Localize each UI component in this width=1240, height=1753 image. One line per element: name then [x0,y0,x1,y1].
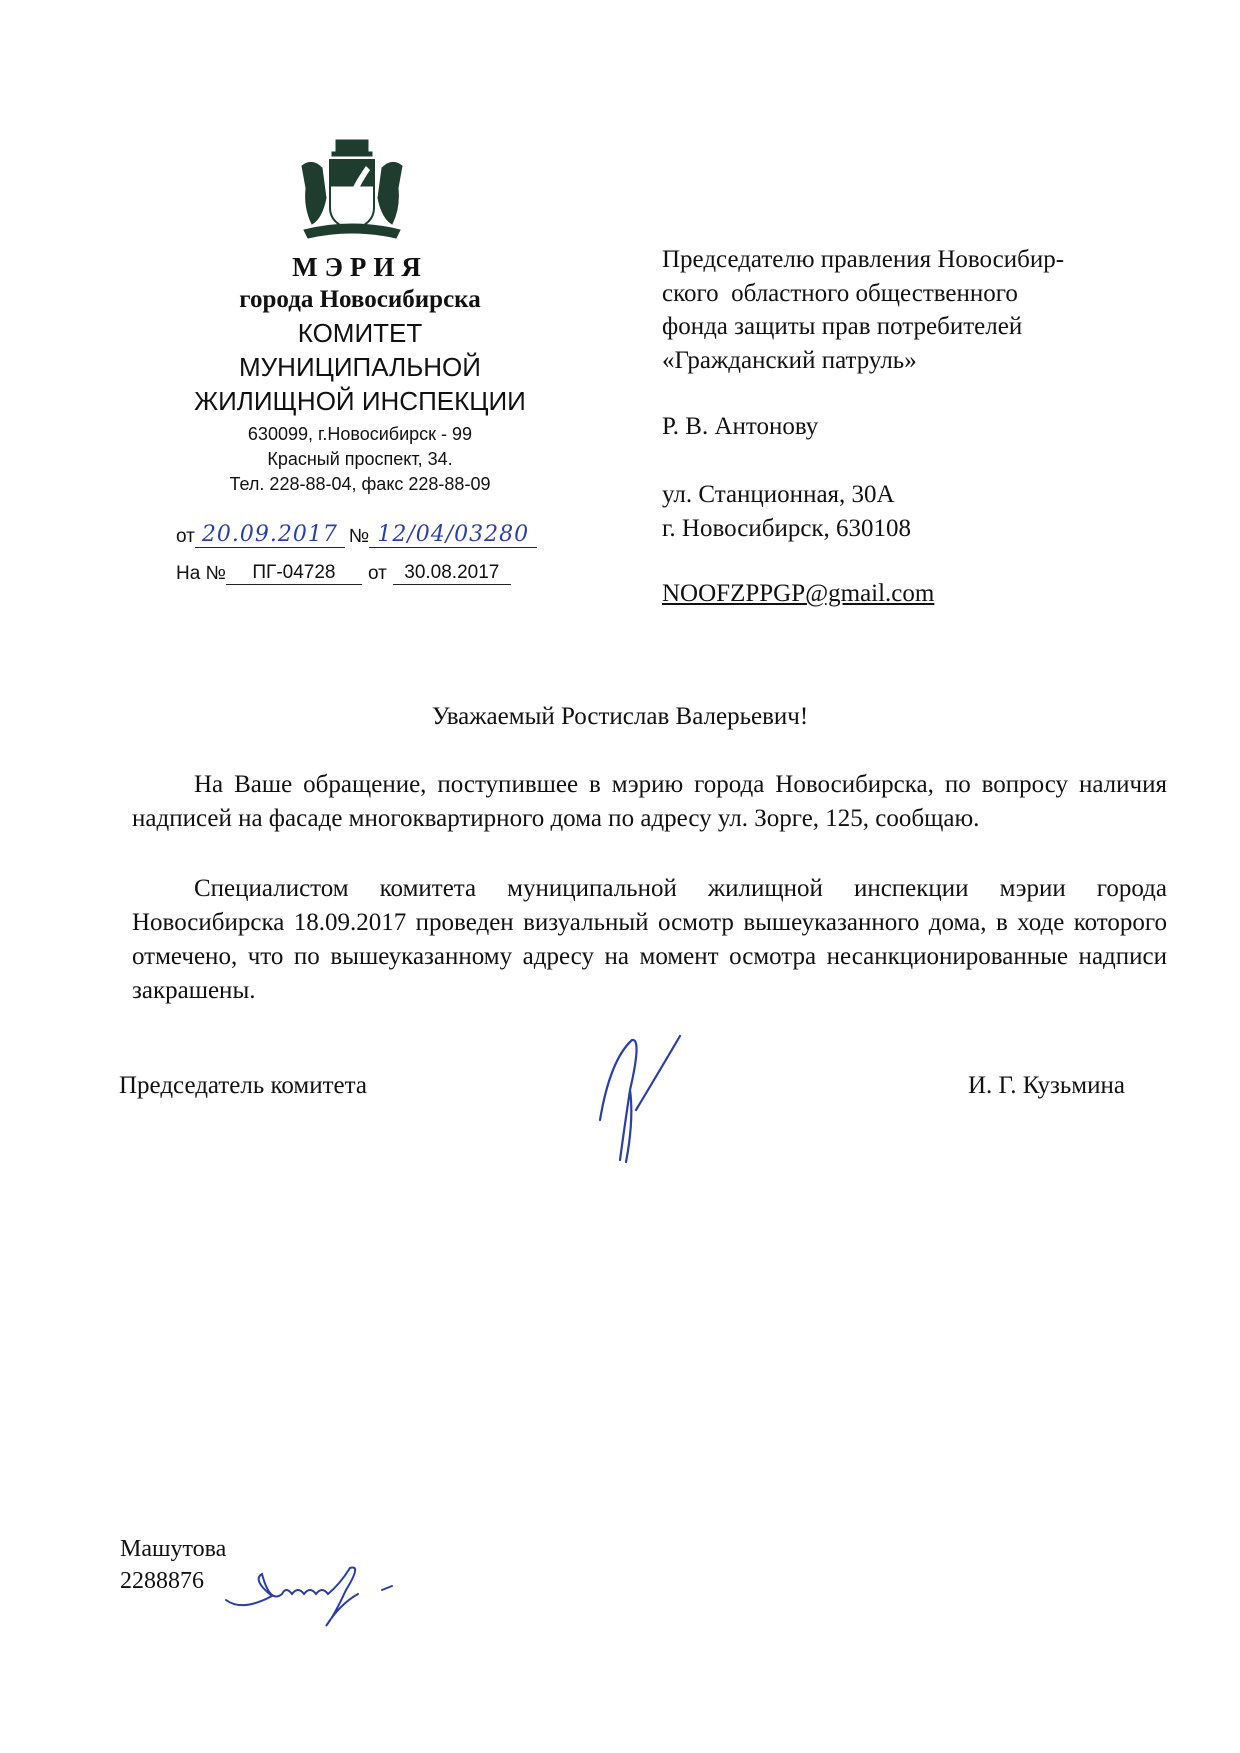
org-address-line-1: 630099, г.Новосибирск - 99 [247,424,473,444]
dept-line-3: ЖИЛИЩНОЙ ИНСПЕКЦИИ [194,386,526,416]
org-address-line-2: Красный проспект, 34. [267,449,453,469]
recipient-street: ул. Станционная, 30А [662,481,895,508]
executor-name: Машутова [120,1536,227,1562]
dept-line-2: МУНИЦИПАЛЬНОЙ [239,352,481,382]
recipient-email-link[interactable]: NOOFZPPGP@gmail.com [662,580,935,607]
body-paragraph-2-text: Специалистом комитета муниципальной жилищной инспекции мэрии города Новосибирска 18.09.2017 проведен визуальный осмотр вышеуказанного дома, в ходе которого отмечено, что по вышеуказанному адресу на момент осмотра несанкционированные надписи закрашены. [132,875,1167,1004]
body-paragraph-2 [132,872,1167,1008]
recipient-city: г. Новосибирск, 630108 [662,515,912,542]
outgoing-date: 20.09.2017 [195,522,345,548]
incoming-reference [176,562,511,585]
outgoing-number-label: № [348,526,370,547]
org-city: города Новосибирска [239,286,481,313]
body-paragraph-1 [132,768,1167,836]
coat-of-arms-icon [292,138,412,246]
recipient-line-4: «Гражданский патруль» [662,347,917,374]
org-phone-fax: Тел. 228-88-04, факс 228-88-09 [229,474,491,494]
recipient-line-3: фонда защиты прав потребителей [662,313,1023,340]
org-name: МЭРИЯ [292,252,428,282]
incoming-ref-date: 30.08.2017 [393,562,511,585]
incoming-ref-number: ПГ-04728 [226,562,362,585]
salutation: Уважаемый Ростислав Валерьевич! [431,703,809,730]
dept-line-1: КОМИТЕТ [297,318,423,348]
handwritten-signature-icon [590,1030,700,1170]
outgoing-from-label: от [176,526,195,547]
handwritten-initials-icon [222,1560,412,1630]
outgoing-number: 12/04/03280 [369,522,537,548]
signatory-name: И. Г. Кузьмина [968,1072,1125,1099]
incoming-ref-label: На № [176,563,226,584]
recipient-line-1: Председателю правления Новосибир- [662,246,1065,273]
recipient-name: Р. В. Антонову [662,413,819,440]
incoming-from-label: от [367,563,387,584]
recipient-line-2: ского областного общественного [662,280,1018,307]
signatory-title: Председатель комитета [119,1072,367,1099]
body-paragraph-1-text: На Ваше обращение, поступившее в мэрию города Новосибирска, по вопросу наличия надписей на фасаде многоквартирного дома по адресу ул. Зорге, 125, сообщаю. [132,771,1167,832]
executor-phone: 2288876 [120,1568,204,1594]
outgoing-registration [176,522,537,548]
